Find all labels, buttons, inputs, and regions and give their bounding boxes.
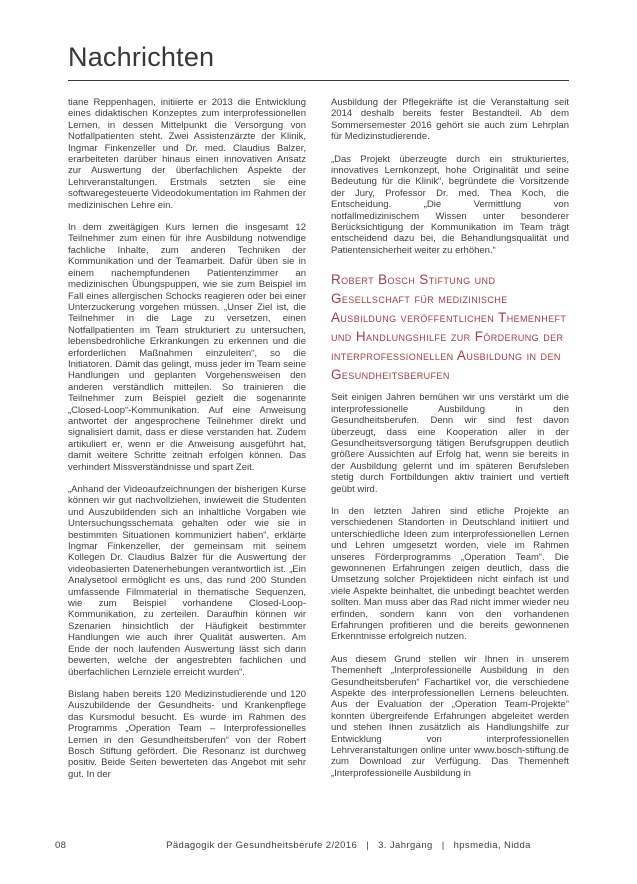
body-paragraph: In den letzten Jahren sind etliche Projekte an verschiedenen Standorten in Deutschland initiiert und unterschiedliche Ideen zum interprofessionellen Lernen und Lehren umgesetzt worden, viele im Rahmen unseres Förderprogramms „Operation Team“. Die gewonnenen Erfahrungen zeigen deutlich, dass die Umsetzung solcher Projektideen nicht einfach ist und viele Aspekte beinhaltet, die unbedingt beachtet werden sollten. Man muss aber das Rad nicht immer wieder neu erfinden, sondern kann von den vorhandenen Erfahrungen profitieren und die bereits gewonnenen Erkenntnisse erfolgreich nutzen. <box>331 505 569 643</box>
footer-publisher: hpsmedia, Nidda <box>453 840 531 851</box>
right-column <box>331 97 569 791</box>
footer-text <box>55 840 582 851</box>
section-heading: Robert Bosch Stiftung und Gesellschaft für medizinische Ausbildung veröffentlichen Themenheft und Handlungshilfe zur Förderung der interprofessionellen Ausbildung in den Gesundheitsberufen <box>331 272 567 383</box>
body-paragraph: „Das Projekt überzeugte durch ein strukturiertes, innovatives Lernkonzept, hohe Originalität und seine Bedeutung für die Klinik“, begründete die Vorsitzende der Jury, Professor Dr. med. Thea Koch, die Entscheidung. „Die Vermittlung von notfallmedizinischem Wissen unter besonderer Berücksichtigung der Kommunikation im Team trägt entscheidend dazu bei, die Behandlungsqualität und Patientensicherheit weiter zu erhöhen.“ <box>331 153 569 256</box>
page-number: 08 <box>55 840 67 851</box>
footer-volume: 3. Jahrgang <box>378 840 433 851</box>
body-paragraph: „Anhand der Videoaufzeichnungen der bisherigen Kurse können wir gut nachvollziehen, inwieweit die Studenten und Auszubildenden sich an inhaltliche Vorgaben wie Untersuchungsschemata gehalten oder wie sie in bestimmten Situationen kommuniziert haben“, erklärte Ingmar Finkenzeller, der gemeinsam mit seinem Kollegen Dr. Claudius Balzer für die Auswertung der videobasierten Datenerhebungen verantwortlich ist. „Ein Analysetool ermöglicht es uns, das rund 200 Stunden umfassende Filmmaterial in thematische Sequenzen, wie zum Beispiel vorhandene Closed-Loop-Kommunikation, zu zerteilen. Daraufhin können wir Szenarien hinsichtlich der Häufigkeit bestimmter Handlungen wie auch ihrer Qualität auswerten. Am Ende der noch laufenden Auswertung lässt sich dann bewerten, welche der angestrebten fachlichen und überfachlichen Lernziele erreicht wurden“. <box>68 484 306 678</box>
page-title: Nachrichten <box>68 42 215 72</box>
body-paragraph: tiane Reppenhagen, initiierte er 2013 die Entwicklung eines didaktischen Konzeptes zum interprofessionellen Lernen, in dessen Mittelpunkt die Versorgung von Notfallpatienten steht. Zwei Assistenzärzte der Klinik, Ingmar Finkenzeller und Dr. med. Claudius Balzer, erarbeiteten darüber hinaus einen innovativen Ansatz zur Auswertung der überfachlichen Aspekte der Lehrveranstaltungen. Erstmals setzten sie eine softwaregesteuerte Videodokumentation im Rahmen der medizinischen Lehre ein. <box>68 97 306 211</box>
body-paragraph: Seit einigen Jahren bemühen wir uns verstärkt um die interprofessionelle Ausbildung in den Gesundheitsberufen. Denn wir sind fest davon überzeugt, dass eine Kooperation aller in der Gesundheitsversorgung tätigen Berufsgruppen deutlich größere Aussichten auf Erfolg hat, wenn sie bereits in der Ausbildung gelernt und im späteren Berufsleben stetig durch Fortbildungen aktiv trainiert und vertieft geübt wird. <box>331 392 569 495</box>
body-paragraph: Ausbildung der Pflegekräfte ist die Veranstaltung seit 2014 deshalb bereits fester Bestandteil. Ab dem Sommersemester 2016 gehört sie auch zum Lehrplan für Medizinstudierende. <box>331 97 569 143</box>
body-paragraph: Bislang haben bereits 120 Medizinstudierende und 120 Auszubildende der Gesundheits- und Krankenpflege das Kursmodul besucht. Es wurde im Rahmen des Programms „Operation Team – Interprofessionelles Lernen in den Gesundheitsberufen“ von der Robert Bosch Stiftung gefördert. Die Resonanz ist durchweg positiv. Beide Seiten bewerteten das Angebot mit sehr gut. In der <box>68 688 306 780</box>
footer-separator: | <box>441 840 445 851</box>
page-footer <box>55 840 582 851</box>
left-column <box>68 97 306 791</box>
footer-journal: Pädagogik der Gesundheitsberufe 2/2016 <box>166 840 358 851</box>
title-rule <box>68 80 569 81</box>
footer-separator: | <box>366 840 370 851</box>
body-paragraph: Aus diesem Grund stellen wir Ihnen in unserem Themenheft „Interprofessionelle Ausbildung in den Gesundheitsberufen“ Fachartikel vor, die verschiedene Aspekte des interprofessionellen Lernens beleuchten. Aus der Evaluation der „Operation Team-Projekte“ konnten übergreifende Erfahrungen abgeleitet werden und stehen Ihnen zusätzlich als Handlungshilfe zur Entwicklung von interprofessionellen Lehrveranstaltungen online unter www.bosch-stiftung.de zum Download zur Verfügung. Das Themenheft „Interprofessionelle Ausbildung in <box>331 653 569 779</box>
page-content <box>68 42 569 791</box>
body-paragraph: In dem zweitägigen Kurs lernen die insgesamt 12 Teilnehmer zum einen für ihre Ausbildung notwendige fachliche Inhalte, zum anderen Techniken der Kommunikation und der Teamarbeit. Dafür üben sie in einem nachempfundenen Patientenzimmer an medizinischen Übungspuppen, wie sie zum Beispiel im Fall eines allergischen Schocks reagieren oder bei einer Unterzuckerung vorgehen müssen. „Unser Ziel ist, die Teilnehmer in die Lage zu versetzen, einen Notfallpatienten im Team strukturiert zu untersuchen, lebensbedrohliche Erkrankungen zu erkennen und die erforderlichen Maßnahmen einzuleiten“, so die Initiatoren. Damit das gelingt, muss jeder im Team seine Handlungen und geplanten Vorgehensweisen den anderen verständlich mitteilen. So trainieren die Teilnehmer zum Beispiel gezielt die sogenannte „Closed-Loop“-Kommunikation. Auf eine Anweisung antwortet der angesprochene Teilnehmer direkt und signalisiert damit, dass er diese verstanden hat. Zudem artikuliert er, wenn er die Anweisung ausgeführt hat, damit weitere Schritte zeitnah erfolgen können. Das verhindert Missverständnisse und spart Zeit. <box>68 222 306 473</box>
two-column-layout <box>68 97 569 791</box>
